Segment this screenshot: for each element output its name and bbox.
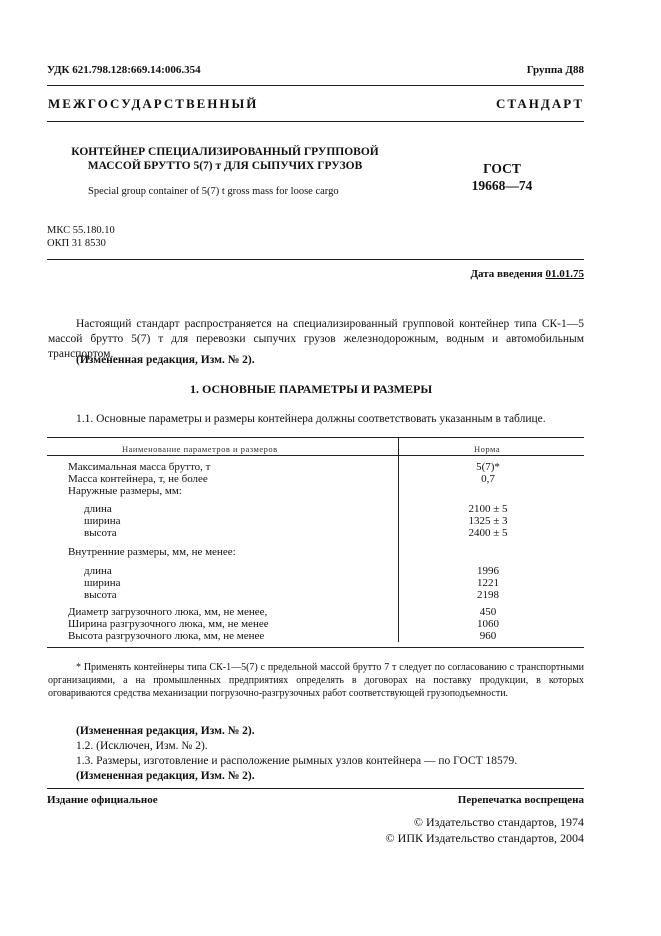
copyright-line-1: © Издательство стандартов, 1974	[413, 815, 584, 829]
mks-code: МКС 55.180.10	[47, 225, 115, 236]
table-row-value: 2100 ± 5	[468, 503, 508, 515]
paragraph-1-2: 1.2. (Исключен, Изм. № 2).	[76, 740, 208, 752]
official-edition-label: Издание официальное	[47, 794, 158, 806]
table-row-name: ширина	[84, 577, 121, 589]
title-line-1: КОНТЕЙНЕР СПЕЦИАЛИЗИРОВАННЫЙ ГРУППОВОЙ	[71, 146, 379, 158]
header-rule-bottom	[47, 121, 584, 122]
table-row-name: Максимальная масса брутто, т	[68, 461, 211, 473]
intro-paragraph: Настоящий стандарт распространяется на специализированный групповой контейнер типа СК-1—5 массой брутто 5(7) т для перевозки сыпучих грузов железнодорожным, водным и автомобильным транспортом.	[48, 318, 584, 360]
section-1-heading: 1. ОСНОВНЫЕ ПАРАМЕТРЫ И РАЗМЕРЫ	[190, 382, 433, 396]
table-row-value: 5(7)*	[476, 461, 500, 473]
table-rule-bottom	[47, 647, 584, 648]
table-row-name: Наружные размеры, мм:	[68, 485, 182, 497]
intro-amendment-note: (Измененная редакция, Изм. № 2).	[76, 354, 255, 366]
amendment-note-2: (Измененная редакция, Изм. № 2).	[76, 770, 255, 782]
footer-rule	[47, 788, 584, 789]
intro-date-value: 01.01.75	[545, 268, 584, 280]
table-row-value: 450	[479, 606, 497, 618]
codes-rule	[47, 259, 584, 260]
table-row-name: ширина	[84, 515, 121, 527]
table-row-name: Диаметр загрузочного люка, мм, не менее,	[68, 606, 268, 618]
table-row-name: длина	[84, 503, 112, 515]
table-row-value: 1996	[477, 565, 499, 577]
table-footnote: * Применять контейнеры типа СК-1—5(7) с предельной массой брутто 7 т следует по согласованию с транспортными организациями, а на промышленных предприятиях определять в договорах на поставку продукции, в которых оговариваются средства механизации погрузочно-разгрузочных работ соответствующей грузоподъемности.	[48, 662, 584, 699]
table-row-name: Внутренние размеры, мм, не менее:	[68, 546, 236, 558]
table-row-value: 0,7	[481, 473, 495, 485]
amendment-note-1: (Измененная редакция, Изм. № 2).	[76, 725, 255, 737]
table-row-value: 2400 ± 5	[468, 527, 508, 539]
table-row-name: Ширина разгрузочного люка, мм, не менее	[68, 618, 269, 630]
gost-code: 19668—74	[471, 178, 533, 193]
table-column-divider	[398, 438, 399, 642]
english-title: Special group container of 5(7) t gross mass for loose cargo	[88, 186, 339, 197]
gost-number	[470, 160, 534, 194]
table-row-name: высота	[84, 589, 117, 601]
table-row-value: 960	[479, 630, 497, 642]
header-rule-top	[47, 85, 584, 86]
reprint-prohibited-label: Перепечатка воспрещена	[457, 794, 584, 806]
copyright-line-2: © ИПК Издательство стандартов, 2004	[385, 831, 584, 845]
document-title	[60, 145, 390, 173]
title-line-2: МАССОЙ БРУТТО 5(7) т ДЛЯ СЫПУЧИХ ГРУЗОВ	[87, 160, 363, 172]
table-row-value: 1325 ± 3	[468, 515, 508, 527]
table-row-name: высота	[84, 527, 117, 539]
table-header-name: Наименование параметров и размеров	[122, 444, 278, 454]
intro-date	[470, 268, 584, 280]
udk-code: УДК 621.798.128:669.14:006.354	[47, 64, 201, 76]
table-rule-header	[47, 455, 584, 456]
table-row-value: 2198	[477, 589, 499, 601]
table-row-name: длина	[84, 565, 112, 577]
intro-date-label: Дата введения	[470, 268, 543, 280]
table-header-norm: Норма	[474, 444, 501, 454]
table-row-value: 1221	[477, 577, 499, 589]
table-rule-top	[47, 437, 584, 438]
table-row-name: Высота разгрузочного люка, мм, не менее	[68, 630, 265, 642]
table-row-name: Масса контейнера, т, не более	[68, 473, 208, 485]
paragraph-1-1: 1.1. Основные параметры и размеры контейнера должны соответствовать указанным в таблице.	[76, 413, 546, 425]
paragraph-1-3: 1.3. Размеры, изготовление и расположение рымных узлов контейнера — по ГОСТ 18579.	[76, 755, 518, 767]
interstate-standard-heading: МЕЖГОСУДАРСТВЕННЫЙ СТАНДАРТ	[48, 96, 584, 111]
classification-codes	[47, 224, 115, 250]
table-row-value: 1060	[477, 618, 499, 630]
group-code: Группа Д88	[526, 64, 584, 76]
gost-label: ГОСТ	[483, 161, 521, 176]
okp-code: ОКП 31 8530	[47, 238, 106, 249]
